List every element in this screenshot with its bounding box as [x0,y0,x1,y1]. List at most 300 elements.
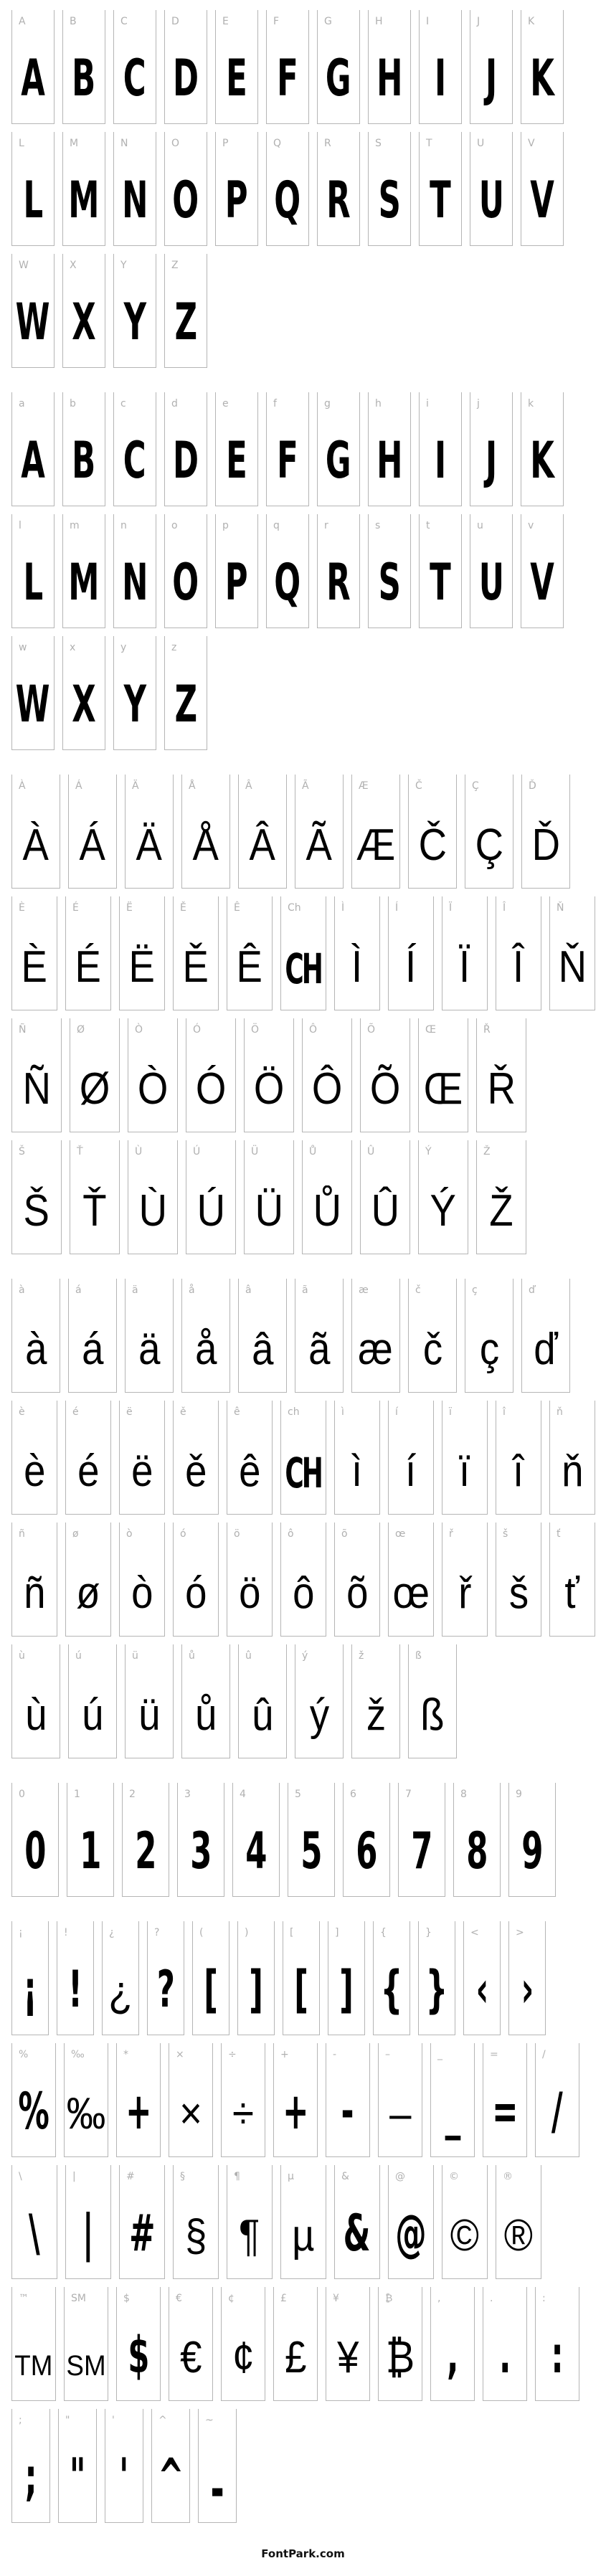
glyph-label: Ž [483,1146,491,1157]
glyph-sample: ò [131,1568,153,1618]
glyph-label: q [273,520,280,531]
glyph-cell [102,1921,139,2035]
glyph-label: ù [19,1650,25,1662]
glyph-sample: { [380,1960,403,2019]
glyph-sample: Å [192,820,219,870]
glyph-sample: ? [156,1960,175,2019]
glyph-cell [173,1401,219,1515]
glyph-sample: F [277,49,298,108]
glyph-label: ¶ [234,2171,240,2182]
glyph-sample: C [123,49,146,108]
glyph-section-lowercase-letters [11,392,606,750]
glyph-sample: N [121,171,148,229]
glyph-sample: + [282,2082,309,2141]
glyph-label: ch [288,1406,300,1418]
glyph-label: ! [64,1927,68,1938]
glyph-row-accent-lower-1 [11,1279,606,1393]
glyph-label: § [180,2171,185,2182]
glyph-cell [215,10,258,124]
glyph-label: Ý [425,1146,432,1157]
glyph-sample: Ň [558,942,587,992]
glyph-sample: / [551,2082,563,2141]
glyph-sample: CH [285,1449,322,1497]
glyph-label: K [528,16,535,27]
glyph-sample: ß [420,1690,445,1740]
glyph-label: Ù [135,1146,143,1157]
glyph-cell [198,2409,237,2523]
glyph-row-accent-upper-1 [11,775,606,889]
glyph-sample: A [21,431,45,490]
glyph-cell [221,2043,265,2157]
glyph-sample: G [326,49,351,108]
glyph-label: – [385,2049,390,2060]
glyph-cell [232,1783,280,1897]
glyph-cell [67,1783,114,1897]
glyph-label: c [120,398,126,409]
glyph-cell [334,896,380,1010]
glyph-sample: Y [123,675,146,734]
glyph-label: h [375,398,382,409]
glyph-sample: . [498,2326,511,2385]
glyph-cell [238,1644,287,1758]
glyph-label: Ô [309,1024,318,1036]
glyph-label: ¡ [19,1927,23,1938]
glyph-sample: ó [184,1568,207,1618]
glyph-sample: M [68,553,100,612]
glyph-label: g [324,398,331,409]
glyph-sample: U [478,171,504,229]
glyph-cell [116,2287,161,2401]
glyph-cell [151,2409,190,2523]
glyph-cell [11,1783,59,1897]
glyph-sample: 8 [465,1822,488,1880]
glyph-label: ~ [205,2415,214,2426]
glyph-sample: W [16,293,50,351]
glyph-row-accent-lower-2 [11,1401,606,1515]
glyph-cell [113,392,156,506]
glyph-cell [125,1279,174,1393]
glyph-cell [535,2043,579,2157]
glyph-sample: B [72,431,96,490]
glyph-sample: ê [238,1446,261,1496]
glyph-row-punct-1 [11,1921,606,2035]
glyph-sample: ø [76,1568,100,1618]
glyph-sample: © [450,2211,480,2260]
glyph-label: ® [503,2171,513,2182]
glyph-sample: ň [561,1446,584,1496]
glyph-label: Ò [135,1024,143,1036]
glyph-label: ¢ [228,2293,235,2304]
glyph-cell [317,392,360,506]
glyph-sample: I [434,431,447,490]
glyph-label: ť [557,1528,561,1540]
glyph-label: P [222,138,229,149]
glyph-sample: J [485,431,498,490]
glyph-sample: Ó [195,1064,227,1114]
glyph-sample: ¶ [239,2211,260,2260]
glyph-label: Ě [180,902,186,914]
glyph-cell [147,1921,184,2035]
glyph-cell [470,514,513,628]
glyph-cell [122,1783,169,1897]
glyph-sample: Ã [306,820,333,870]
glyph-sample: 7 [410,1822,433,1880]
glyph-label: . [490,2293,493,2304]
glyph-cell [11,10,55,124]
glyph-cell [113,132,156,246]
glyph-label: Æ [359,780,369,792]
glyph-label: Y [120,260,127,271]
glyph-label: Ê [234,902,240,914]
glyph-sample: é [77,1446,100,1496]
glyph-sample: ï [459,1446,470,1496]
glyph-label: O [171,138,180,149]
glyph-label: V [528,138,535,149]
glyph-sample: 5 [300,1822,323,1880]
glyph-sample: ç [479,1325,499,1374]
glyph-sample: ñ [23,1568,46,1618]
glyph-cell [334,1401,380,1515]
glyph-row-lowercase-1 [11,392,606,506]
glyph-label: u [477,520,483,531]
glyph-label: * [123,2049,128,2060]
glyph-cell [280,1401,326,1515]
glyph-label: ø [72,1528,79,1540]
glyph-cell [11,514,55,628]
glyph-label: } [425,1927,432,1938]
glyph-sample: + [125,2082,152,2141]
glyph-label: Ť [77,1146,83,1157]
glyph-cell [237,1921,275,2035]
glyph-sample: S [378,171,401,229]
glyph-cell [521,132,564,246]
glyph-cell [343,1783,390,1897]
glyph-label: " [65,2415,70,2426]
glyph-row-lowercase-3 [11,636,606,750]
glyph-cell [119,1401,165,1515]
glyph-label: € [176,2293,182,2304]
glyph-sample: ] [249,1960,263,2019]
glyph-sample: È [21,942,48,992]
glyph-sample: % [18,2082,49,2141]
glyph-cell [105,2409,143,2523]
glyph-label: Z [171,260,179,271]
glyph-label: ^ [158,2415,167,2426]
glyph-cell [169,2287,213,2401]
glyph-label: 0 [19,1789,25,1800]
glyph-cell [419,514,462,628]
glyph-cell [70,1140,120,1254]
glyph-sample: ; [24,2448,37,2506]
glyph-label: Ï [449,902,453,914]
glyph-sample: F [277,431,298,490]
glyph-label: ‰ [71,2049,85,2060]
glyph-cell [496,896,541,1010]
glyph-sample: Q [274,171,301,229]
glyph-label: F [273,16,280,27]
glyph-label: 2 [129,1789,136,1800]
glyph-cell [442,2165,488,2279]
glyph-sample: & [344,2204,371,2263]
glyph-label: Ë [126,902,133,914]
glyph-sample: č [422,1325,442,1374]
glyph-cell [470,132,513,246]
glyph-sample: ¿ [108,1967,133,2017]
glyph-sample: Õ [369,1064,401,1114]
glyph-cell [125,775,174,889]
glyph-cell [238,775,287,889]
glyph-sample: ' [119,2448,129,2506]
glyph-sample: P [225,171,248,229]
glyph-cell [334,2165,380,2279]
glyph-cell [62,132,105,246]
glyph-label: Å [189,780,196,792]
glyph-sample: Ò [137,1064,169,1114]
glyph-cell [128,1140,178,1254]
glyph-sample: Q [274,553,301,612]
glyph-cell [181,1279,230,1393]
glyph-sample: \ [29,2204,40,2263]
glyph-label: f [273,398,277,409]
glyph-sample: ! [68,1960,82,2019]
glyph-label: Š [19,1146,25,1157]
glyph-cell [164,392,207,506]
glyph-sample: ý [309,1690,329,1740]
glyph-cell [11,1018,62,1132]
glyph-label: è [19,1406,25,1418]
glyph-sample: @ [395,2204,427,2263]
glyph-sample: G [326,431,351,490]
glyph-label: J [477,16,480,27]
glyph-label: T [426,138,432,149]
glyph-cell [496,1523,541,1637]
glyph-label: Û [367,1146,375,1157]
glyph-label: Ó [193,1024,202,1036]
glyph-sample: Y [123,293,146,351]
glyph-label: ý [302,1650,308,1662]
glyph-cell [119,896,165,1010]
glyph-sample: Ù [138,1186,167,1236]
glyph-cell [192,1921,229,2035]
glyph-label: G [324,16,332,27]
glyph-label: ï [449,1406,452,1418]
glyph-sample: D [172,431,199,490]
glyph-cell [463,1921,501,2035]
glyph-sample: = [491,2082,519,2141]
glyph-cell [302,1140,352,1254]
glyph-label: W [19,260,29,271]
glyph-label: E [222,16,229,27]
glyph-sample: } [425,1960,448,2019]
glyph-row-accent-upper-2 [11,896,606,1010]
glyph-sample: î [513,1446,524,1496]
glyph-row-uppercase-3 [11,254,606,368]
glyph-label: p [222,520,229,531]
glyph-sample: - [341,2082,355,2141]
glyph-label: Â [245,780,252,792]
glyph-sample: N [121,553,148,612]
glyph-sample: § [184,2211,207,2260]
glyph-cell [116,2043,161,2157]
glyph-sample: # [128,2204,156,2263]
glyph-label: Ü [251,1146,259,1157]
glyph-cell [227,1523,273,1637]
glyph-sample: Ě [182,942,209,992]
glyph-sample: Ê [236,942,263,992]
glyph-sample: E [226,431,247,490]
glyph-cell [11,1279,60,1393]
glyph-label: ñ [19,1528,25,1540]
glyph-sample: [ [294,1960,308,2019]
glyph-label: U [477,138,485,149]
glyph-label: Í [395,902,399,914]
glyph-sample: Ť [82,1186,107,1236]
glyph-label: a [19,398,25,409]
glyph-label: à [19,1284,25,1296]
glyph-label: | [72,2171,76,2182]
glyph-sample: J [485,49,498,108]
glyph-sample: Ë [128,942,156,992]
glyph-sample: A [21,49,45,108]
glyph-cell [388,1401,434,1515]
glyph-row-accent-lower-3 [11,1523,606,1637]
glyph-cell [70,1018,120,1132]
glyph-cell [11,1523,57,1637]
glyph-cell [549,896,595,1010]
glyph-label: ě [180,1406,186,1418]
glyph-cell [11,775,60,889]
glyph-cell [273,2287,318,2401]
glyph-cell [408,775,457,889]
glyph-sample: _ [445,2082,460,2141]
glyph-label: L [19,138,24,149]
glyph-label: I [426,16,430,27]
glyph-sample: ú [81,1690,104,1740]
glyph-label: , [437,2293,441,2304]
glyph-sample: T [430,553,451,612]
glyph-sample: – [389,2089,412,2139]
glyph-row-punct-4 [11,2287,606,2401]
glyph-sample: Û [371,1186,399,1236]
glyph-cell [266,10,309,124]
glyph-label: \ [19,2171,22,2182]
glyph-cell [128,1018,178,1132]
glyph-cell [11,1921,49,2035]
glyph-cell [368,392,411,506]
glyph-sample: R [326,553,351,612]
glyph-label: æ [359,1284,369,1296]
glyph-section-uppercase-letters [11,10,606,368]
glyph-label: ( [199,1927,204,1938]
glyph-sample: Ø [79,1064,110,1114]
glyph-cell [215,132,258,246]
glyph-sample: µ [292,2211,315,2260]
glyph-sample: O [172,171,199,229]
glyph-label: ê [234,1406,240,1418]
glyph-cell [68,775,117,889]
glyph-label: ü [132,1650,138,1662]
glyph-cell [419,132,462,246]
glyph-sample: L [23,553,43,612]
glyph-cell [215,514,258,628]
glyph-cell [186,1018,236,1132]
glyph-cell [442,1523,488,1637]
glyph-sample: TM [14,2350,53,2382]
glyph-label: r [324,520,328,531]
glyph-cell [283,1921,320,2035]
glyph-label: ë [126,1406,133,1418]
glyph-sample: , [446,2326,459,2385]
glyph-label: i [426,398,429,409]
glyph-sample: › [521,1960,534,2019]
glyph-cell [317,10,360,124]
glyph-sample: ‰ [66,2089,106,2139]
glyph-cell [119,2165,165,2279]
glyph-label: b [70,398,76,409]
glyph-section-punctuation-symbols [11,1921,606,2523]
glyph-sample: è [23,1446,46,1496]
glyph-sample: R [326,171,351,229]
glyph-sample: U [478,553,504,612]
glyph-label: m [70,520,80,531]
glyph-sample: SM [66,2350,106,2382]
glyph-cell [62,392,105,506]
glyph-label: _ [437,2049,442,2060]
glyph-label: Ň [557,902,564,914]
glyph-sample: Ï [459,942,470,992]
glyph-cell [113,636,156,750]
glyph-label: Œ [425,1024,436,1036]
glyph-row-punct-2 [11,2043,606,2157]
glyph-label: k [528,398,534,409]
glyph-sample: ä [138,1325,161,1374]
glyph-label: ů [189,1650,195,1662]
glyph-label: £ [280,2293,287,2304]
glyph-cell [360,1018,410,1132]
glyph-sample: ® [503,2211,534,2260]
glyph-label: í [395,1406,398,1418]
glyph-sample: Ä [136,820,163,870]
glyph-sample: 2 [134,1822,157,1880]
glyph-cell [273,2043,318,2157]
glyph-cell [295,1644,344,1758]
glyph-label: 5 [295,1789,301,1800]
glyph-cell [186,1140,236,1254]
glyph-sample: ì [351,1446,363,1496]
glyph-cell [62,254,105,368]
glyph-cell [164,254,207,368]
glyph-sample: Ì [351,942,363,992]
glyph-sample: ¡ [23,1960,37,2019]
glyph-cell [64,2043,108,2157]
glyph-label: á [75,1284,82,1296]
glyph-row-lowercase-2 [11,514,606,628]
glyph-cell [244,1018,294,1132]
glyph-cell [11,896,57,1010]
glyph-sample: I [434,49,447,108]
glyph-sample: Z [174,675,197,734]
glyph-sample: € [179,2333,202,2382]
glyph-cell [288,1783,335,1897]
glyph-sample: Z [174,293,197,351]
glyph-row-accent-upper-3 [11,1018,606,1132]
glyph-label: õ [341,1528,348,1540]
glyph-sample: Œ [423,1064,463,1114]
glyph-label: š [503,1528,508,1540]
glyph-cell [295,775,344,889]
glyph-label: X [70,260,77,271]
glyph-cell [419,392,462,506]
